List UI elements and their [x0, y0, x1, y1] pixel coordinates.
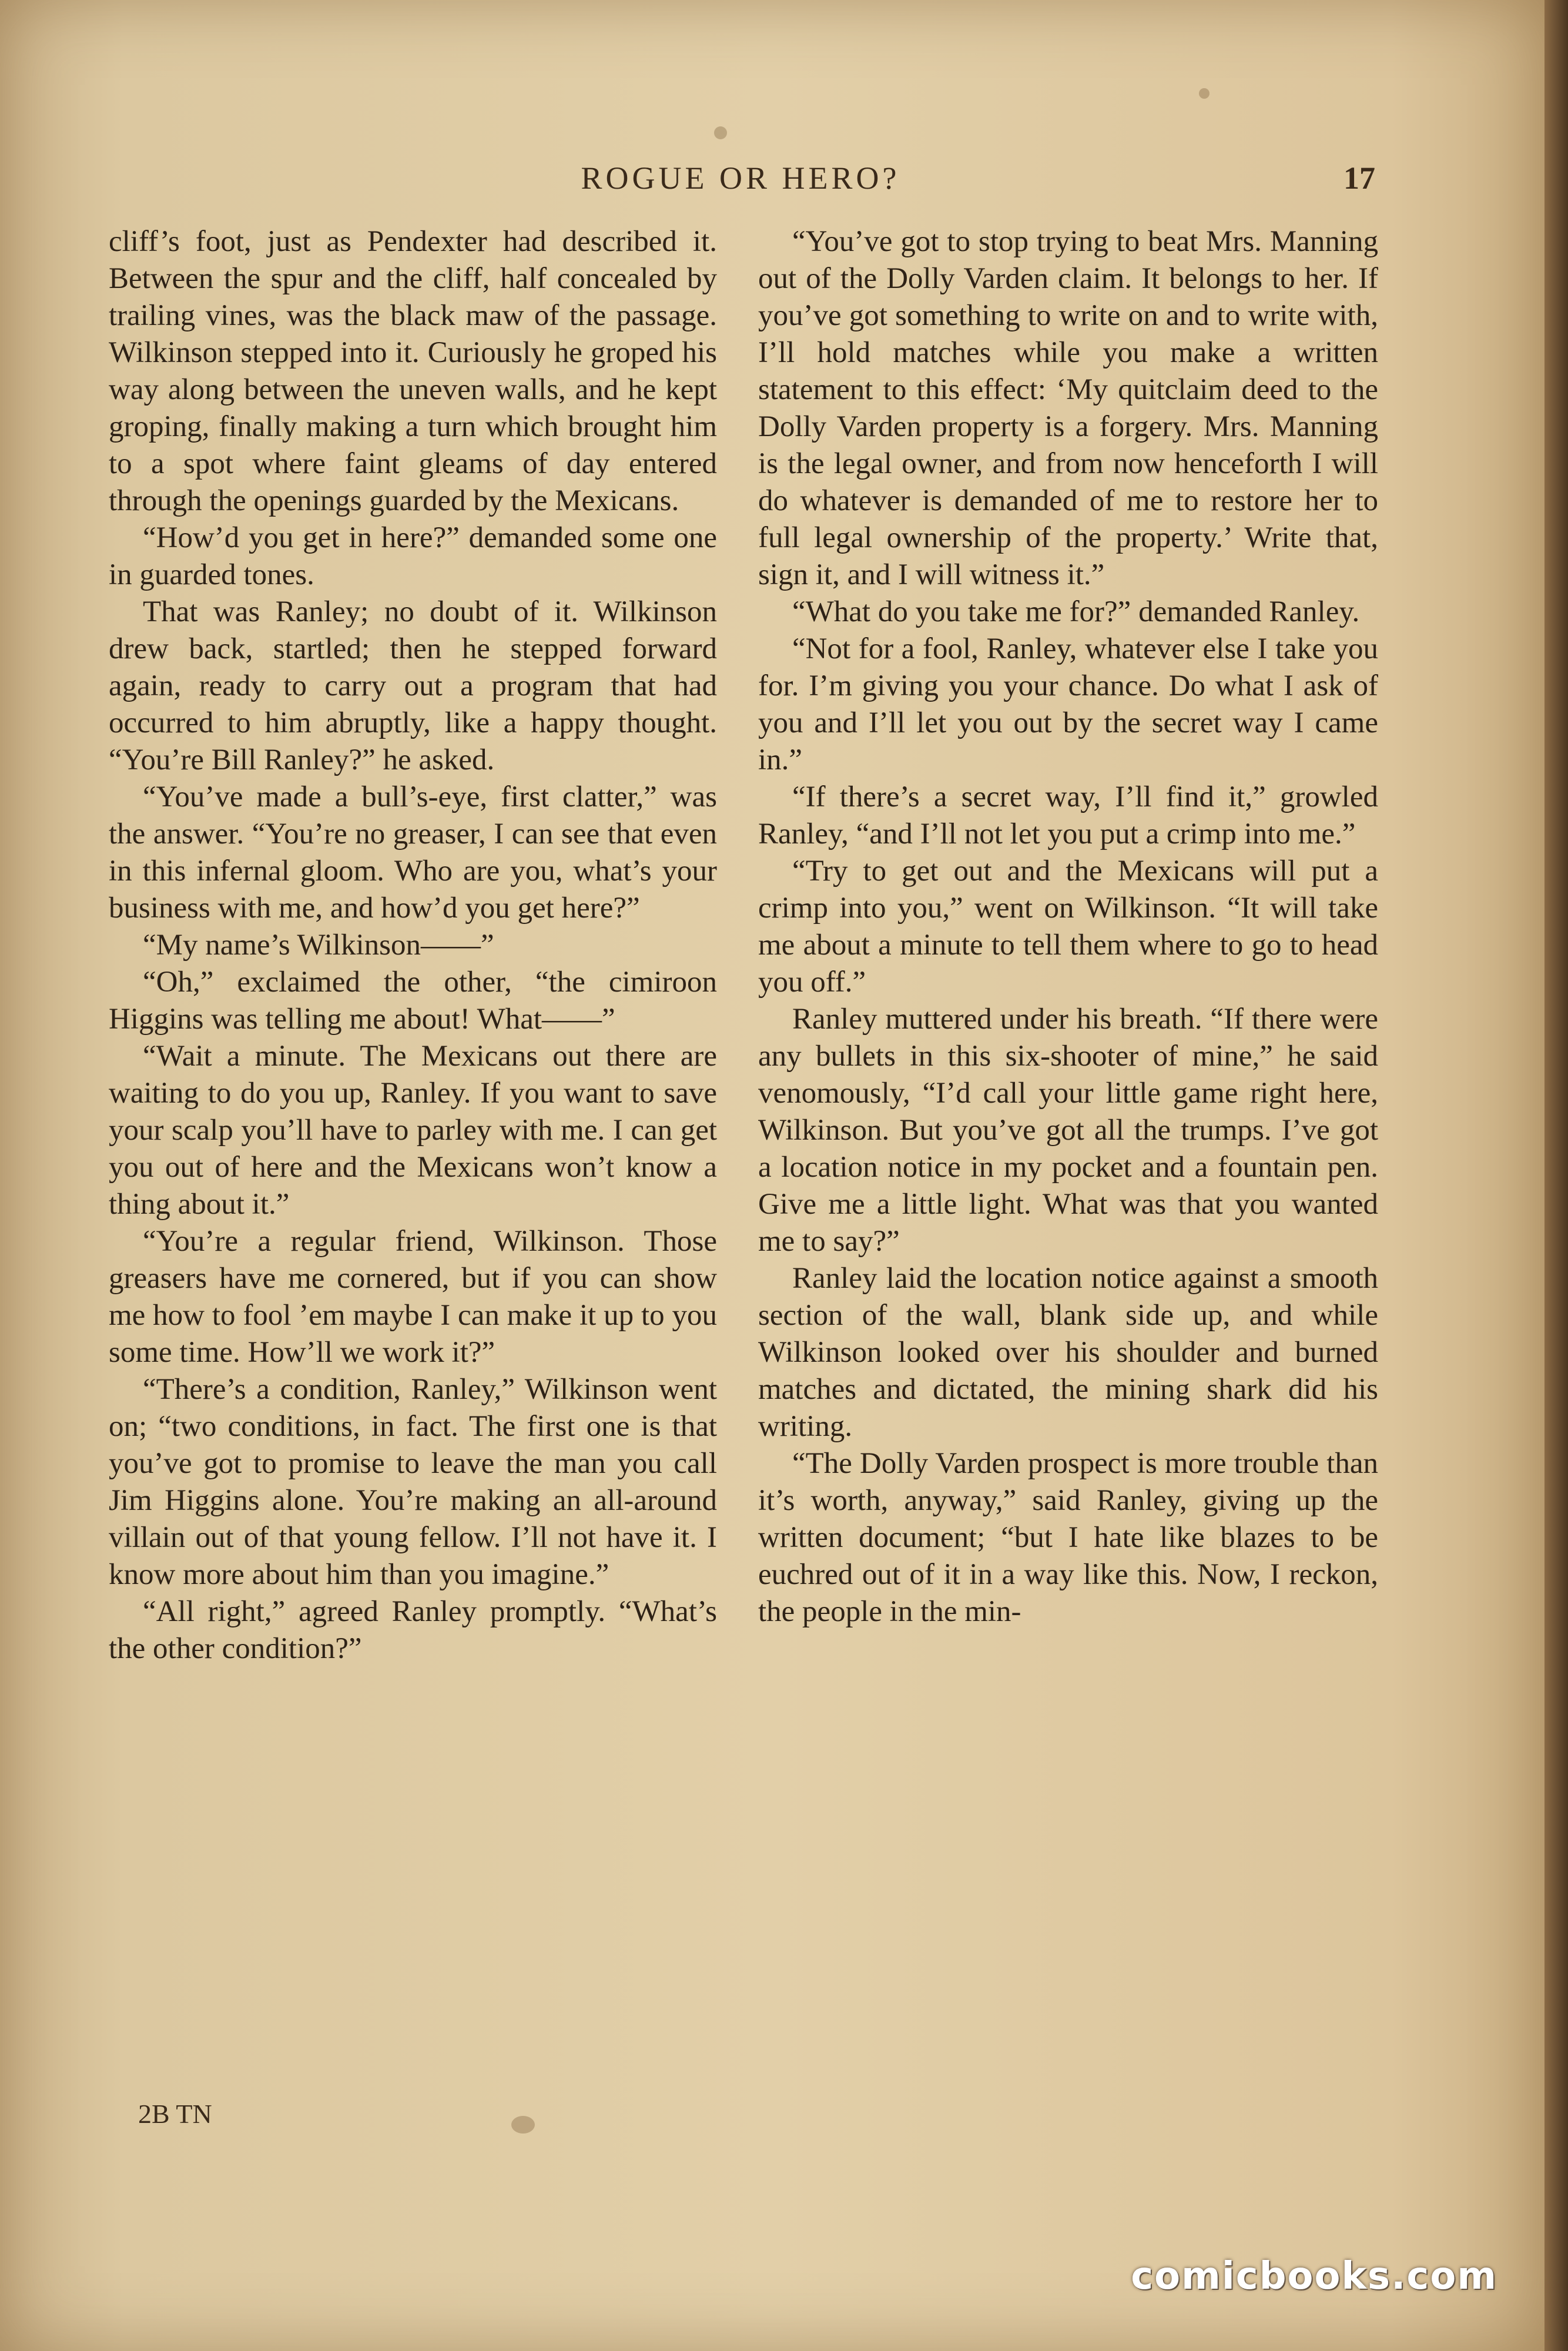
watermark-text: comicbooks.com — [1131, 2255, 1497, 2298]
paragraph: “Try to get out and the Mexicans will put a crimp into you,” went on Wilkinson. “It will take me about a minute to tell them where to go to head you off.” — [758, 855, 1378, 999]
paragraph: “All right,” agreed Ranley promptly. “What’s the other condition?” — [109, 1595, 717, 1665]
paragraph: “There’s a condition, Ranley,” Wilkinson went on; “two conditions, in fact. The first one is that you’ve got to promise to leave the man you call Jim Higgins alone. You’re making an all-around villain out of that young fellow. I’ll not have it. I know more about him than you imagine.” — [109, 1373, 717, 1591]
paragraph: Ranley muttered under his breath. “If there were any bullets in this six-shooter of mine,” he said venomously, “I’d call your little game right here, Wilkinson. But you’ve got all the trumps. I’ve got a location notice in my pocket and a fountain pen. Give me a little light. What was that you wanted me to say?” — [758, 1003, 1378, 1258]
printer-signature-mark: 2B TN — [138, 2099, 212, 2129]
paragraph: “How’d you get in here?” demanded some one in guarded tones. — [109, 521, 717, 591]
paragraph: “Wait a minute. The Mexicans out there are waiting to do you up, Ranley. If you want to save your scalp you’ll have to parley with me. I can get you out of here and the Mexicans won’t know a thing about it.” — [109, 1040, 717, 1221]
paragraph: “Not for a fool, Ranley, whatever else I take you for. I’m giving you your chance. Do what I ask of you and I’ll let you out by the secret way I came in.” — [758, 632, 1378, 776]
paragraph: “The Dolly Varden prospect is more trouble than it’s worth, anyway,” said Ranley, giving up the written document; “but I hate like blazes to be euchred out of it in a way like this. Now, I reckon, the people in the min- — [758, 1447, 1378, 1628]
page-header — [106, 160, 1375, 207]
page-number: 17 — [1343, 160, 1375, 196]
paragraph: “If there’s a secret way, I’ll find it,” growled Ranley, “and I’ll not let you put a crimp into me.” — [758, 781, 1378, 850]
paragraph: “What do you take me for?” demanded Ranley. — [792, 595, 1360, 628]
paper-stain — [511, 2116, 535, 2134]
paragraph: “You’ve got to stop trying to beat Mrs. Manning out of the Dolly Varden claim. It belongs to her. If you’ve got something to write on and to write with, I’ll hold matches while you make a written statement to this effect: ‘My quitclaim deed to the Dolly Varden property is a forgery. Mrs. Manning is the legal owner, and from now henceforth I will do whatever is demanded of me to restore her to full legal ownership of the property.’ Write that, sign it, and I will witness it.” — [758, 225, 1378, 591]
left-text-column — [109, 223, 717, 1667]
paragraph: “Oh,” exclaimed the other, “the cimiroon Higgins was telling me about! What——” — [109, 966, 717, 1036]
paper-stain — [1199, 88, 1209, 99]
paragraph: That was Ranley; no doubt of it. Wilkinson drew back, startled; then he stepped forward again, ready to carry out a program that had occurred to him abruptly, like a happy thought. “You’re Bill Ranley?” he asked. — [109, 595, 717, 776]
paper-stain — [714, 126, 727, 139]
paragraph: “My name’s Wilkinson——” — [143, 929, 494, 962]
paragraph: “You’re a regular friend, Wilkinson. Those greasers have me cornered, but if you can show me how to fool ’em maybe I can make it up to you some time. How’ll we work it?” — [109, 1225, 717, 1369]
paragraph: Ranley laid the location notice against a smooth section of the wall, blank side up, and while Wilkinson looked over his shoulder and burned matches and dictated, the mining shark did his writing. — [758, 1262, 1378, 1443]
right-text-column — [758, 223, 1378, 1630]
running-title: ROGUE OR HERO? — [581, 160, 900, 196]
page-edge — [1544, 0, 1568, 2351]
paragraph: cliff’s foot, just as Pendexter had described it. Between the spur and the cliff, half concealed by trailing vines, was the black maw of the passage. Wilkinson stepped into it. Curiously he groped his way along between the uneven walls, and he kept groping, finally making a turn which brought him to a spot where faint gleams of day entered through the openings guarded by the Mexicans. — [109, 225, 717, 517]
paragraph: “You’ve made a bull’s-eye, first clatter,” was the answer. “You’re no greaser, I can see that even in this infernal gloom. Who are you, what’s your business with me, and how’d you get here?” — [109, 781, 717, 925]
